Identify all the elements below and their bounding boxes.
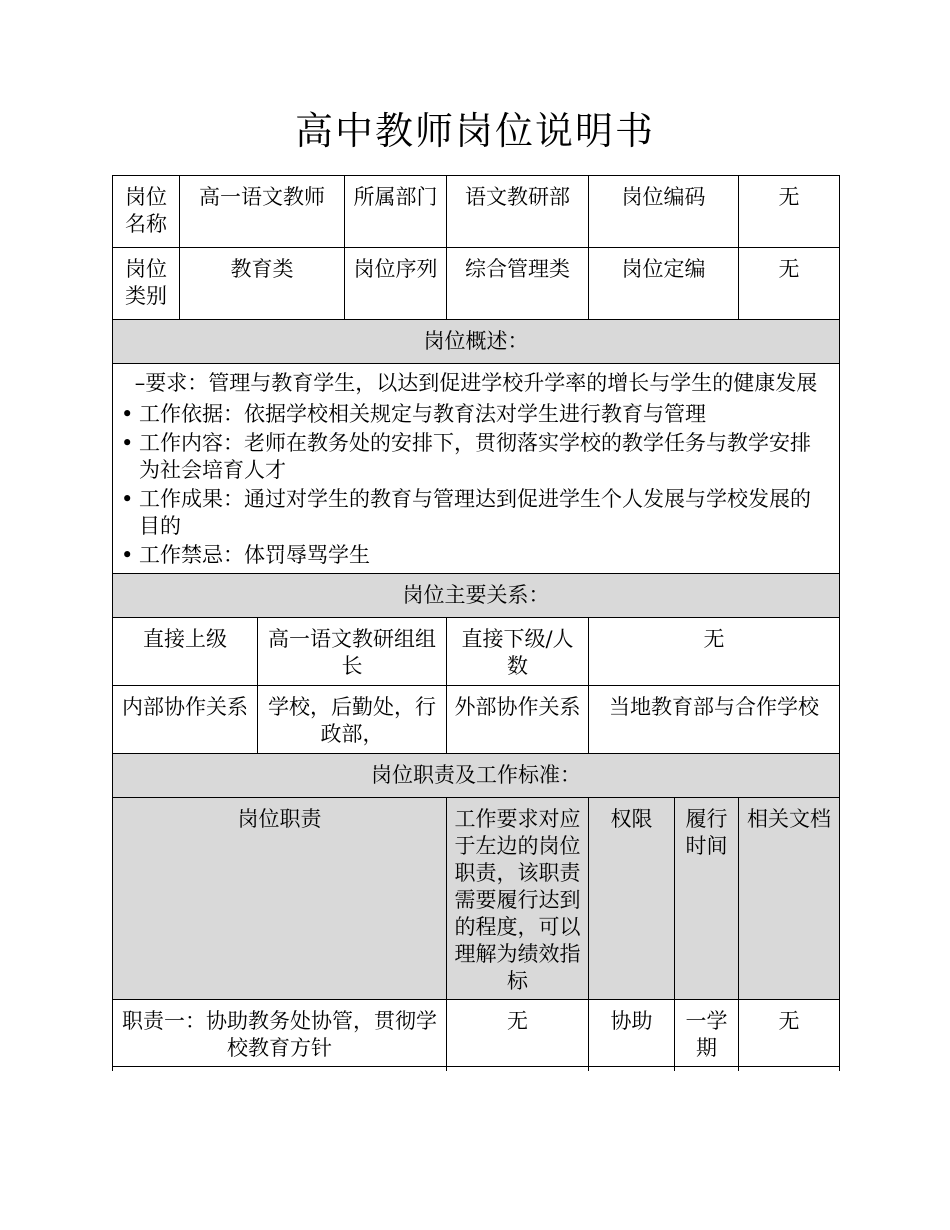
docs-cell: 无 (739, 1000, 840, 1067)
bullet-icon: • (121, 431, 134, 455)
list-item (121, 542, 831, 569)
basic-info-row (113, 176, 840, 248)
basic-info-row (113, 248, 840, 320)
continuation-cell (447, 1067, 589, 1072)
bullet-icon: • (121, 487, 134, 511)
position-sequence-value: 综合管理类 (447, 248, 589, 320)
overview-item-text: 工作内容：老师在教务处的安排下，贯彻落实学校的教学任务与教学安排为社会培育人才 (139, 431, 811, 482)
position-code-label: 岗位编码 (589, 176, 739, 248)
continuation-cell (739, 1067, 840, 1072)
time-column-header: 履行时间 (675, 798, 739, 1000)
authority-cell: 协助 (589, 1000, 675, 1067)
list-item (121, 486, 831, 540)
list-item (121, 401, 831, 428)
position-quota-value: 无 (739, 248, 840, 320)
duties-heading-row (113, 754, 840, 798)
direct-subordinate-label: 直接下级/人数 (447, 618, 589, 686)
overview-item-text: 工作禁忌：体罚辱骂学生 (139, 543, 370, 567)
bullet-icon: • (121, 402, 134, 426)
requirement-column-header: 工作要求对应于左边的岗位职责，该职责需要履行达到的程度，可以理解为绩效指标 (447, 798, 589, 1000)
relations-row (113, 618, 840, 686)
position-name-label: 岗位名称 (113, 176, 180, 248)
position-category-label: 岗位类别 (113, 248, 180, 320)
position-category-value: 教育类 (180, 248, 345, 320)
relations-row (113, 686, 840, 754)
position-sequence-label: 岗位序列 (345, 248, 447, 320)
table-row-continuation (113, 1067, 840, 1072)
list-item (121, 430, 831, 484)
time-cell: 一学期 (675, 1000, 739, 1067)
docs-column-header: 相关文档 (739, 798, 840, 1000)
bullet-icon: • (121, 543, 134, 567)
overview-content-row (113, 364, 840, 574)
department-label: 所属部门 (345, 176, 447, 248)
overview-list (121, 401, 831, 569)
overview-content (113, 364, 840, 574)
external-collab-label: 外部协作关系 (447, 686, 589, 754)
duties-heading: 岗位职责及工作标准： (113, 754, 840, 798)
relations-heading: 岗位主要关系： (113, 574, 840, 618)
position-quota-label: 岗位定编 (589, 248, 739, 320)
direct-subordinate-value: 无 (589, 618, 840, 686)
job-description-table (112, 175, 840, 1071)
overview-item-text: 工作依据：依据学校相关规定与教育法对学生进行教育与管理 (139, 402, 706, 426)
position-code-value: 无 (739, 176, 840, 248)
overview-heading: 岗位概述： (113, 320, 840, 364)
duty-cell: 职责一：协助教务处协管，贯彻学校教育方针 (113, 1000, 447, 1067)
internal-collab-label: 内部协作关系 (113, 686, 258, 754)
relations-heading-row (113, 574, 840, 618)
continuation-cell (675, 1067, 739, 1072)
overview-item-text: 工作成果：通过对学生的教育与管理达到促进学生个人发展与学校发展的目的 (139, 487, 811, 538)
direct-superior-label: 直接上级 (113, 618, 258, 686)
duty-column-header: 岗位职责 (113, 798, 447, 1000)
external-collab-value: 当地教育部与合作学校 (589, 686, 840, 754)
authority-column-header: 权限 (589, 798, 675, 1000)
direct-superior-value: 高一语文教研组组长 (258, 618, 447, 686)
page-title: 高中教师岗位说明书 (294, 109, 655, 153)
internal-collab-value: 学校，后勤处，行政部， (258, 686, 447, 754)
department-value: 语文教研部 (447, 176, 589, 248)
position-name-value: 高一语文教师 (180, 176, 345, 248)
overview-heading-row (113, 320, 840, 364)
overview-requirement: –要求：管理与教育学生，以达到促进学校升学率的增长与学生的健康发展 (134, 371, 818, 395)
continuation-cell (113, 1067, 447, 1072)
continuation-cell (589, 1067, 675, 1072)
duties-header-row (113, 798, 840, 1000)
table-row (113, 1000, 840, 1067)
requirement-cell: 无 (447, 1000, 589, 1067)
